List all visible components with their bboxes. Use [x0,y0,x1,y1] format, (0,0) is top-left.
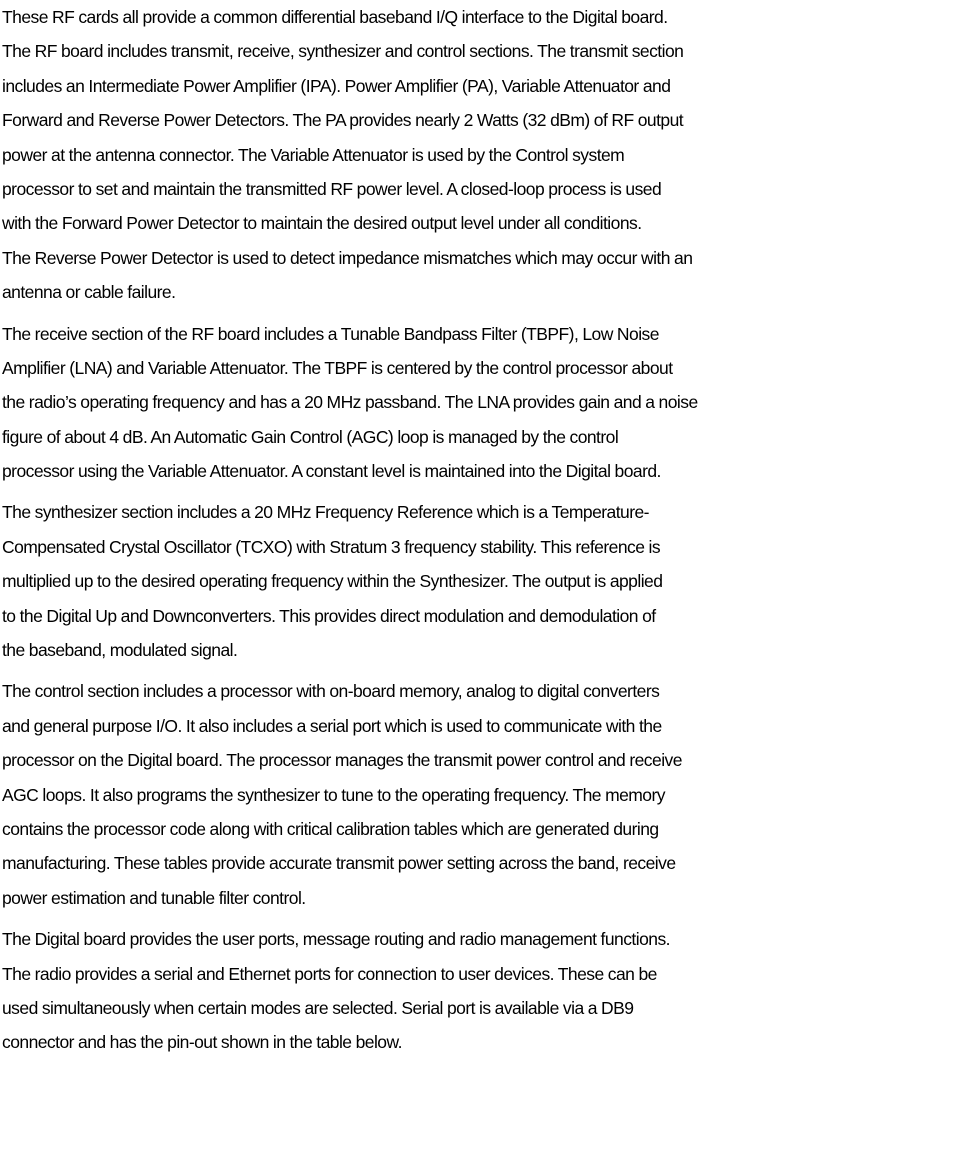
text-line: processor on the Digital board. The processor manages the transmit power control and receive [2,750,682,771]
paragraph-digital-board [2,922,967,1060]
text-line: and general purpose I/O. It also includes a serial port which is used to communicate with the [2,715,662,736]
text-line: manufacturing. These tables provide accurate transmit power setting across the band, receive [2,853,676,874]
text-line: contains the processor code along with critical calibration tables which are generated during [2,818,659,839]
text-line: These RF cards all provide a common differential baseband I/Q interface to the Digital board. [2,7,668,27]
text-line: used simultaneously when certain modes are selected. Serial port is available via a DB9 [2,997,634,1018]
text-line: antenna or cable failure. [2,282,176,303]
text-line: AGC loops. It also programs the synthesizer to tune to the operating frequency. The memory [2,784,665,805]
text-line: processor using the Variable Attenuator. A constant level is maintained into the Digital board. [2,461,661,482]
text-line: The Reverse Power Detector is used to detect impedance mismatches which may occur with an [2,247,693,268]
text-line: The receive section of the RF board includes a Tunable Bandpass Filter (TBPF), Low Noise [2,323,659,344]
text-line: figure of about 4 dB. An Automatic Gain Control (AGC) loop is managed by the control [2,426,619,447]
text-line: the baseband, modulated signal. [2,640,238,661]
text-line: processor to set and maintain the transmitted RF power level. A closed-loop process is used [2,178,662,199]
paragraph-synthesizer-section [2,495,967,667]
paragraph-receive-section [2,317,967,489]
text-line: The radio provides a serial and Ethernet ports for connection to user devices. These can be [2,963,657,984]
text-line: The Digital board provides the user ports, message routing and radio management functions. [2,929,670,950]
text-line: includes an Intermediate Power Amplifier (IPA). Power Amplifier (PA), Variable Attenuator and [2,75,671,96]
text-line: power estimation and tunable filter control. [2,887,306,908]
text-line: the radio’s operating frequency and has a 20 MHz passband. The LNA provides gain and a noise [2,392,698,413]
text-line: connector and has the pin-out shown in the table below. [2,1032,402,1053]
text-line: Forward and Reverse Power Detectors. The PA provides nearly 2 Watts (32 dBm) of RF output [2,110,684,131]
paragraph-rf-cards-overview [2,0,967,310]
text-line: The RF board includes transmit, receive, synthesizer and control sections. The transmit section [2,41,684,62]
text-line: Compensated Crystal Oscillator (TCXO) with Stratum 3 frequency stability. This reference is [2,536,661,557]
text-line: to the Digital Up and Downconverters. This provides direct modulation and demodulation of [2,605,656,626]
text-line: multiplied up to the desired operating frequency within the Synthesizer. The output is applied [2,571,663,592]
text-line: The control section includes a processor with on-board memory, analog to digital converters [2,681,660,702]
text-line: power at the antenna connector. The Variable Attenuator is used by the Control system [2,144,625,165]
paragraph-control-section [2,674,967,915]
text-line: Amplifier (LNA) and Variable Attenuator. The TBPF is centered by the control processor about [2,357,673,378]
text-line: with the Forward Power Detector to maintain the desired output level under all conditions. [2,213,642,234]
text-line: The synthesizer section includes a 20 MHz Frequency Reference which is a Temperature- [2,502,649,523]
